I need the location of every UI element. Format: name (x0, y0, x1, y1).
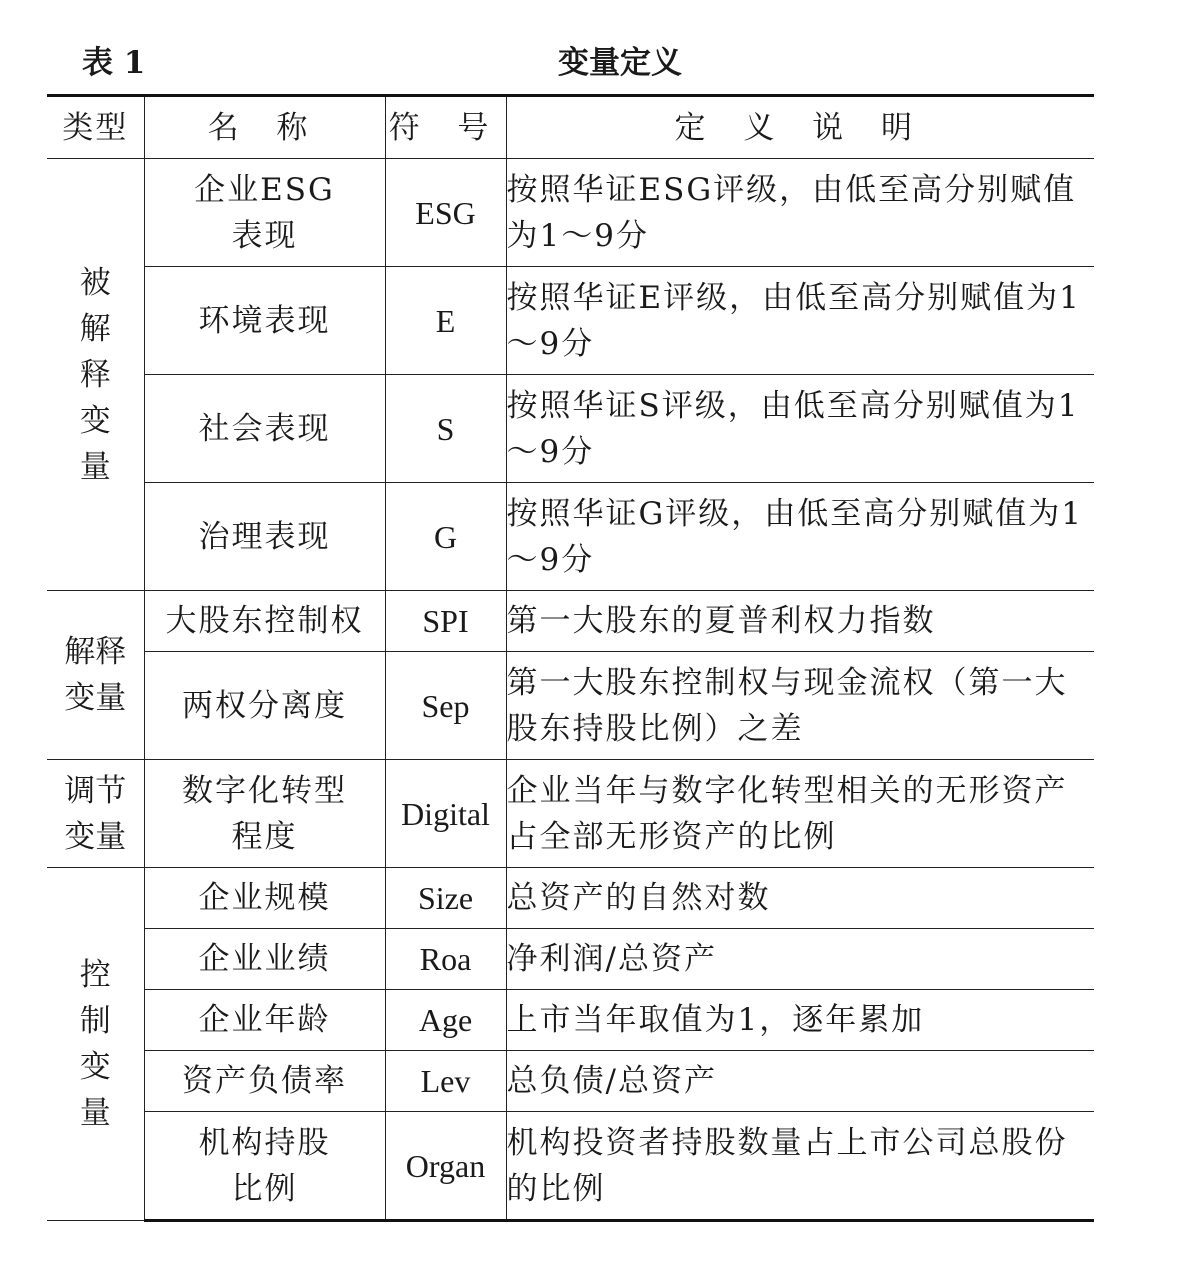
definition-cell: 净利润/总资产 (506, 929, 1094, 990)
definition-cell: 按照华证E评级，由低至高分别赋值为1～9分 (506, 267, 1094, 375)
definition-cell: 第一大股东控制权与现金流权（第一大股东持股比例）之差 (506, 652, 1094, 760)
name-cell (144, 159, 385, 267)
name-cell: 治理表现 (144, 483, 385, 591)
table-row (47, 1112, 1094, 1221)
category-cell (47, 591, 144, 760)
symbol-cell: S (385, 375, 506, 483)
category-cell (47, 760, 144, 868)
definition-cell: 总资产的自然对数 (506, 868, 1094, 929)
table-row (47, 652, 1094, 760)
table-row (47, 868, 1094, 929)
symbol-cell: Size (385, 868, 506, 929)
table-title: 变量定义 (558, 45, 682, 81)
variable-name: 机构持股 比例 (198, 1124, 331, 1207)
symbol-cell: SPI (385, 591, 506, 652)
variable-definition-table (47, 94, 1094, 1222)
variable-name: 数字化转型 程度 (182, 772, 347, 855)
symbol-cell: Sep (385, 652, 506, 760)
definition-cell: 按照华证G评级，由低至高分别赋值为1～9分 (506, 483, 1094, 591)
table-row (47, 483, 1094, 591)
definition-cell: 企业当年与数字化转型相关的无形资产占全部无形资产的比例 (506, 760, 1094, 868)
table-row (47, 267, 1094, 375)
table-row (47, 929, 1094, 990)
header-definition: 定 义 说 明 (506, 96, 1094, 159)
name-cell (144, 760, 385, 868)
table-row (47, 760, 1094, 868)
symbol-cell: Organ (385, 1112, 506, 1221)
category-label: 解释 变量 (64, 634, 127, 716)
name-cell: 企业年龄 (144, 990, 385, 1051)
definition-cell: 按照华证S评级，由低至高分别赋值为1～9分 (506, 375, 1094, 483)
symbol-cell: Lev (385, 1051, 506, 1112)
header-name: 名 称 (144, 96, 385, 159)
definition-cell: 第一大股东的夏普利权力指数 (506, 591, 1094, 652)
variable-name: 企业ESG 表现 (194, 171, 335, 254)
table-row (47, 375, 1094, 483)
table-caption (0, 38, 1199, 88)
name-cell: 大股东控制权 (144, 591, 385, 652)
name-cell: 企业业绩 (144, 929, 385, 990)
symbol-cell: ESG (385, 159, 506, 267)
category-cell (47, 159, 144, 591)
definition-cell: 总负债/总资产 (506, 1051, 1094, 1112)
symbol-cell: Roa (385, 929, 506, 990)
name-cell: 企业规模 (144, 868, 385, 929)
name-cell: 资产负债率 (144, 1051, 385, 1112)
table-number: 表 1 (82, 45, 146, 81)
symbol-cell: G (385, 483, 506, 591)
category-label: 控 制 变 量 (79, 957, 111, 1131)
header-type: 类型 (47, 96, 144, 159)
symbol-cell: Age (385, 990, 506, 1051)
header-symbol: 符 号 (385, 96, 506, 159)
name-cell: 环境表现 (144, 267, 385, 375)
table-row (47, 591, 1094, 652)
name-cell: 两权分离度 (144, 652, 385, 760)
header-row (47, 96, 1094, 159)
definition-cell: 按照华证ESG评级，由低至高分别赋值为1～9分 (506, 159, 1094, 267)
category-label: 被 解 释 变 量 (79, 264, 111, 485)
symbol-cell: Digital (385, 760, 506, 868)
category-cell (47, 868, 144, 1221)
symbol-cell: E (385, 267, 506, 375)
table-row (47, 990, 1094, 1051)
name-cell (144, 1112, 385, 1221)
table-row (47, 159, 1094, 267)
name-cell: 社会表现 (144, 375, 385, 483)
definition-cell: 上市当年取值为1，逐年累加 (506, 990, 1094, 1051)
table-row (47, 1051, 1094, 1112)
definition-cell: 机构投资者持股数量占上市公司总股份的比例 (506, 1112, 1094, 1221)
category-label: 调节 变量 (64, 772, 127, 855)
